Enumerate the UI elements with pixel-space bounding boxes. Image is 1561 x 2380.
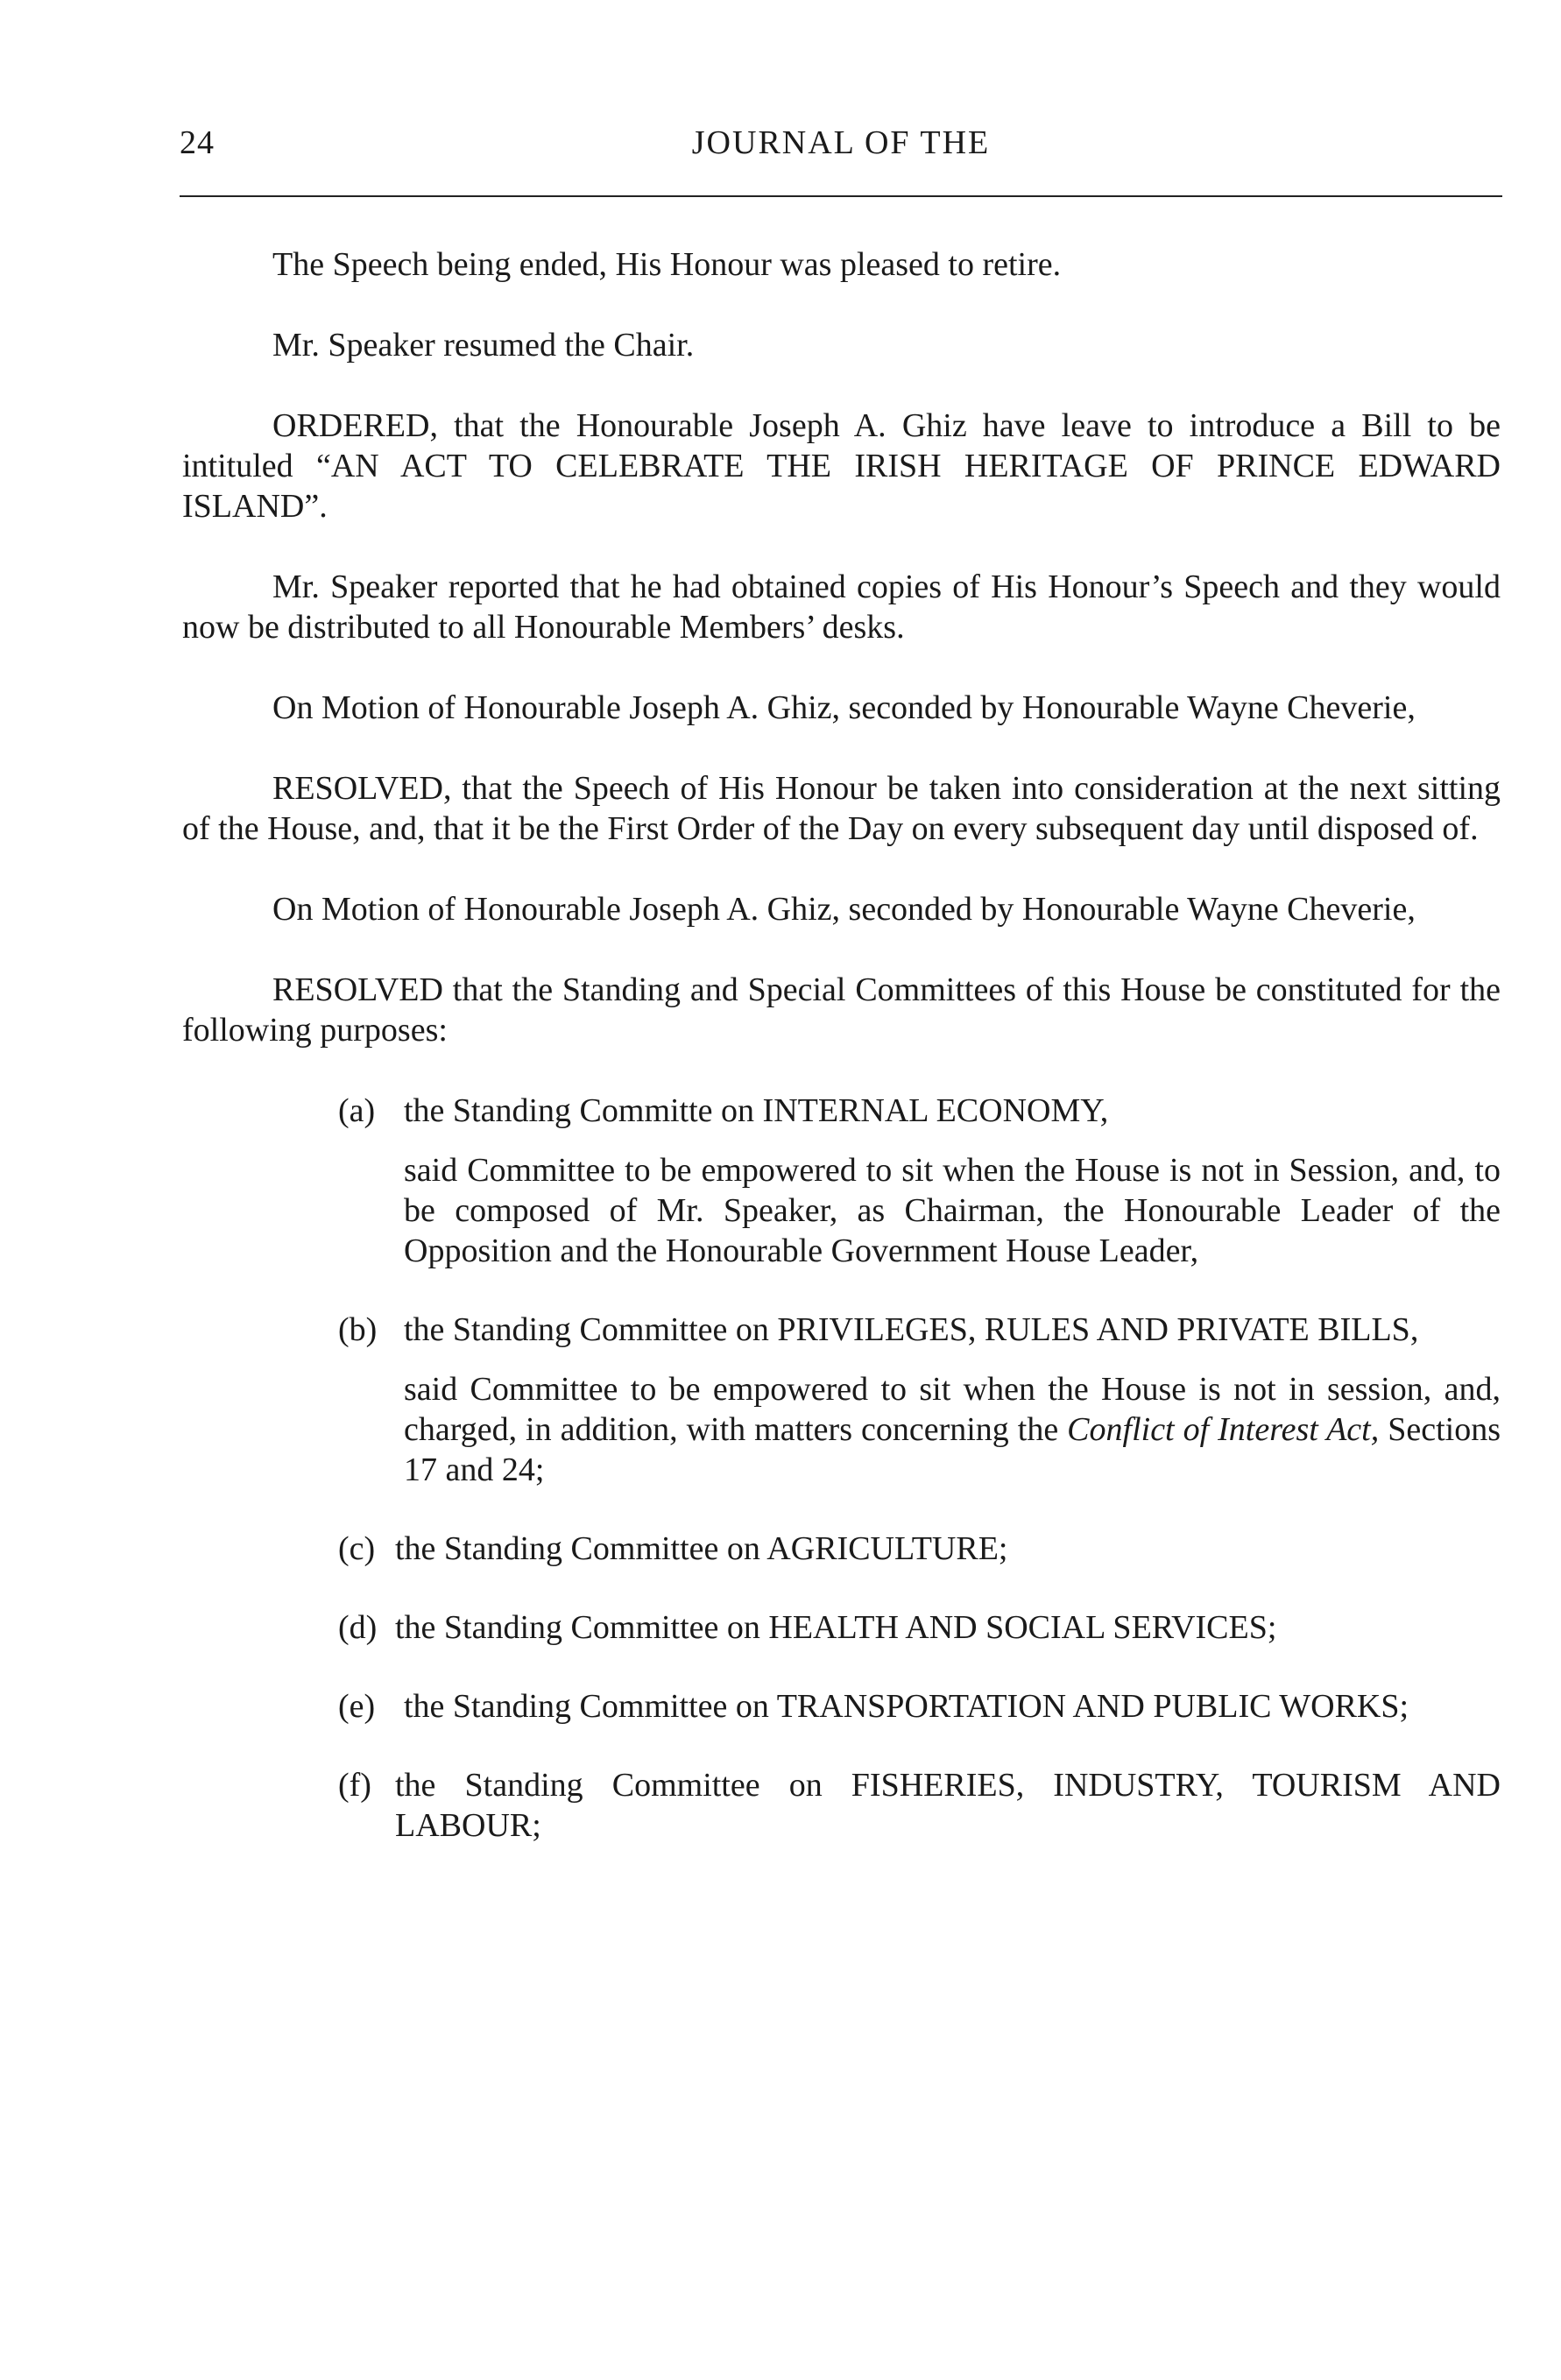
- paragraph-resolved-1: RESOLVED, that the Speech of His Honour be taken into consideration at the next sitting of the House, and, that it be the First Order of the Day on every subsequent day until disposed of.: [182, 770, 1501, 847]
- item-marker: (e): [338, 1688, 376, 1725]
- item-marker: (d): [338, 1609, 378, 1646]
- paragraph-speaker-reported: Mr. Speaker reported that he had obtained copies of His Honour’s Speech and they would now be distributed to all Honourable Members’ desks.: [182, 569, 1501, 646]
- item-detail: said Committee to be empowered to sit when the House is not in Session, and, to be composed of Mr. Speaker, as Chairman, the Honourable Leader of the Opposition and the Honourable Government House Leader,: [404, 1152, 1501, 1269]
- paragraph-speech-ended: The Speech being ended, His Honour was pleased to retire.: [272, 246, 1062, 283]
- committee-item-b: [182, 1310, 1501, 1490]
- header-rule: [180, 195, 1502, 197]
- act-title: Conflict of Interest Act,: [1067, 1411, 1380, 1448]
- page-header: [180, 121, 1502, 165]
- item-text: the Standing Committee on AGRICULTURE;: [395, 1530, 1008, 1567]
- item-detail: [404, 1369, 1501, 1490]
- item-detail-text: said Committee to be empowered to sit when the House is not in session, and, charged, in addition, with matters concerning the: [404, 1371, 1501, 1448]
- item-text: the Standing Committe on INTERNAL ECONOMY,: [404, 1092, 1109, 1129]
- committee-item-a: [182, 1091, 1501, 1271]
- paragraph-motion-1: On Motion of Honourable Joseph A. Ghiz, seconded by Honourable Wayne Cheverie,: [272, 689, 1416, 726]
- item-text: the Standing Committee on PRIVILEGES, RULES AND PRIVATE BILLS,: [404, 1311, 1419, 1348]
- journal-body: [182, 244, 1501, 1884]
- item-detail-text: Sections 17 and 24;: [404, 1411, 1501, 1488]
- page-number: 24: [180, 124, 215, 161]
- item-text: the Standing Committee on FISHERIES, INDUSTRY, TOURISM AND LABOUR;: [395, 1767, 1501, 1844]
- running-head: JOURNAL OF THE: [691, 124, 991, 161]
- item-marker: (a): [338, 1092, 376, 1129]
- item-marker: (c): [338, 1530, 376, 1567]
- paragraph-motion-2: On Motion of Honourable Joseph A. Ghiz, seconded by Honourable Wayne Cheverie,: [272, 891, 1416, 928]
- committee-list: [182, 1091, 1501, 1846]
- paragraph-speaker-resumed: Mr. Speaker resumed the Chair.: [272, 327, 695, 364]
- committee-item-d: [182, 1607, 1501, 1648]
- paragraph-ordered: ORDERED, that the Honourable Joseph A. Ghiz have leave to introduce a Bill to be intituled “AN ACT TO CELEBRATE THE IRISH HERITAGE OF PRINCE EDWARD ISLAND”.: [182, 407, 1501, 525]
- item-text: the Standing Committee on TRANSPORTATION AND PUBLIC WORKS;: [404, 1688, 1409, 1725]
- item-marker: (b): [338, 1311, 378, 1348]
- committee-item-e: [182, 1686, 1501, 1727]
- committee-item-c: [182, 1529, 1501, 1569]
- committee-item-f: [182, 1765, 1501, 1846]
- paragraph-resolved-2: RESOLVED that the Standing and Special Committees of this House be constituted for the following purposes:: [182, 971, 1501, 1049]
- item-marker: (f): [338, 1767, 371, 1804]
- item-text: the Standing Committee on HEALTH AND SOCIAL SERVICES;: [395, 1609, 1277, 1646]
